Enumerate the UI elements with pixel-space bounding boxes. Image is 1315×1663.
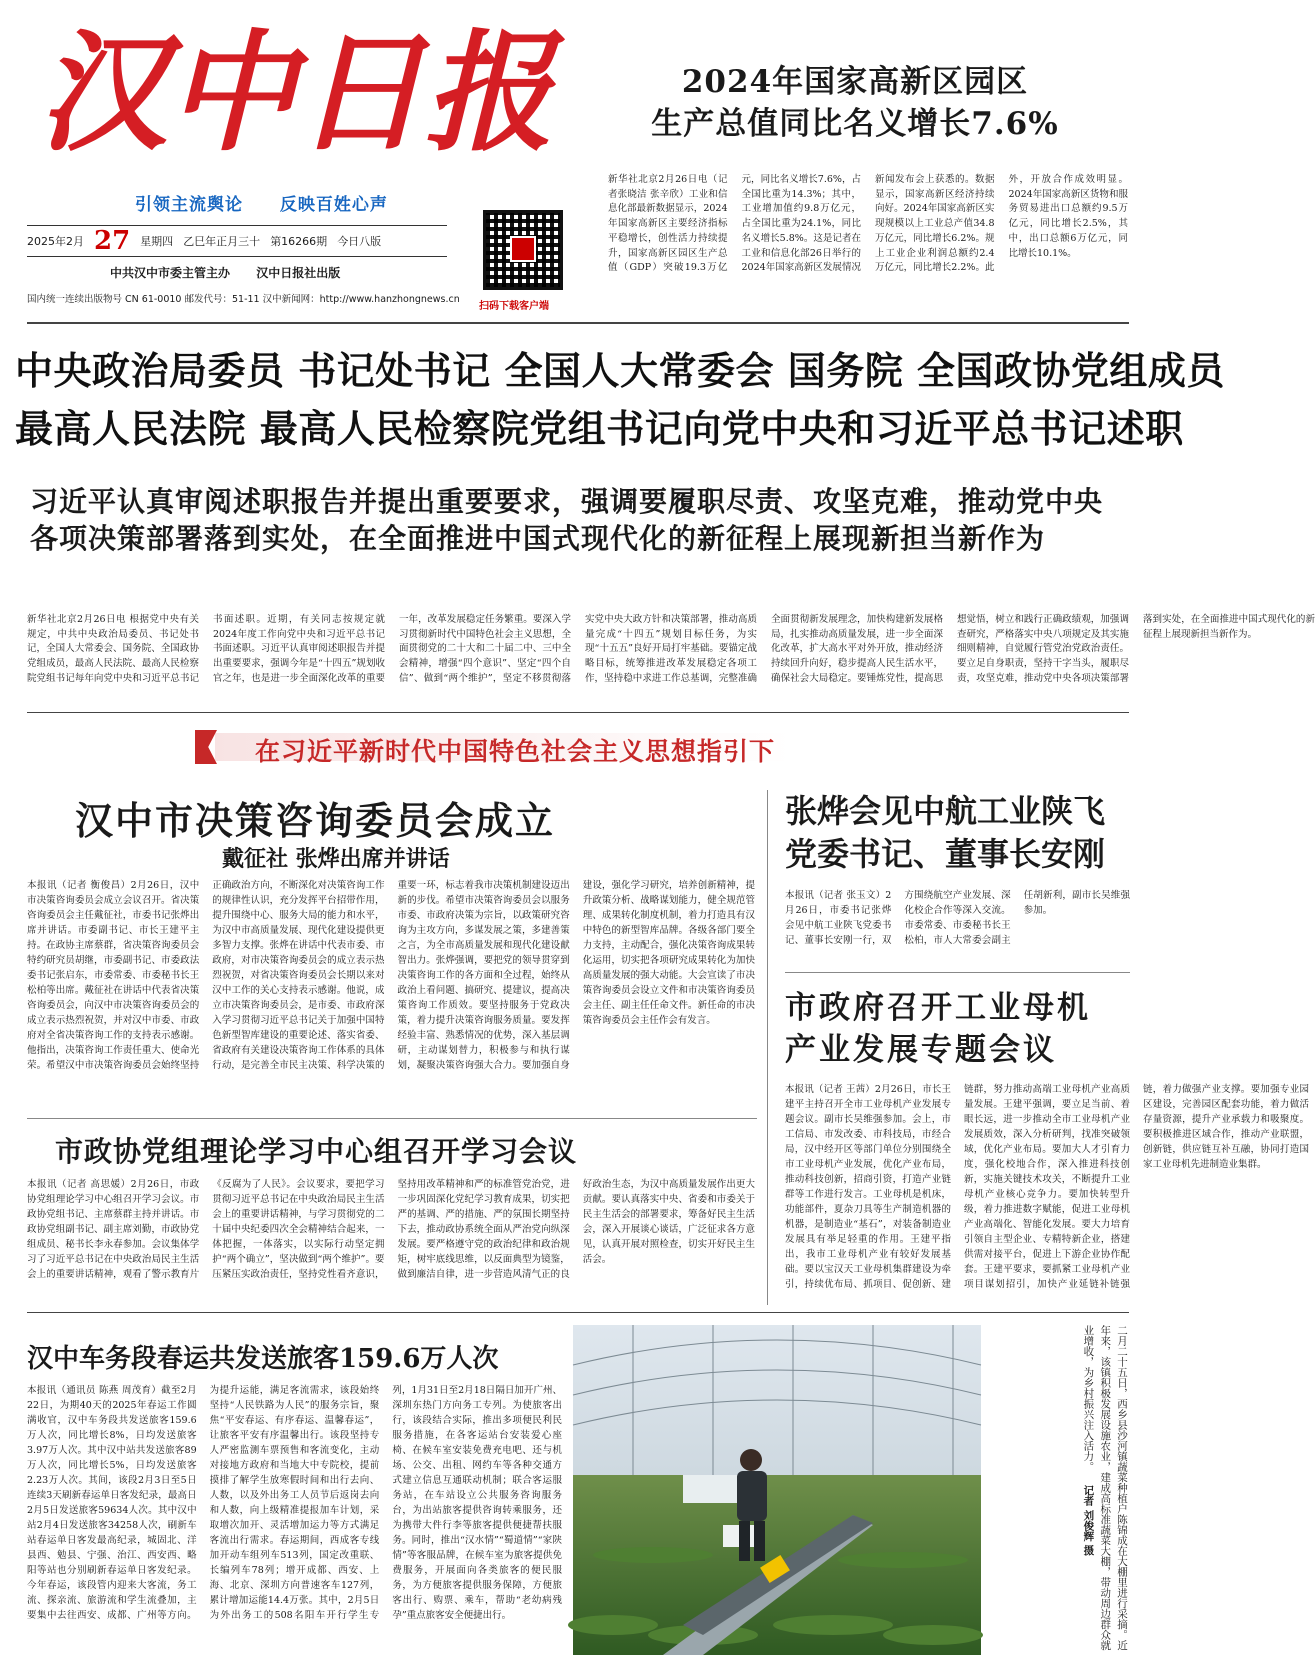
date: 2025年2月 xyxy=(27,235,84,248)
section-banner-text: 在习近平新时代中国特色社会主义思想指引下 xyxy=(255,737,776,766)
story-b-headline-2: 党委书记、董事长安刚 xyxy=(785,835,1106,874)
section-banner xyxy=(195,730,935,764)
story-c-headline-1: 市政府召开工业母机 xyxy=(785,990,1091,1026)
story-c-headline[interactable] xyxy=(785,988,1130,1072)
photo-caption xyxy=(990,1325,1130,1655)
divider xyxy=(785,972,1130,973)
column-divider xyxy=(767,790,768,1305)
divider xyxy=(27,712,1129,713)
day-number: 27 xyxy=(94,226,131,256)
top-headline-line-1: 2024年国家高新区园区 xyxy=(681,64,1029,100)
story-a-body: 本报讯（记者 衡俊昌）2月26日，汉中市决策咨询委员会成立会议召开。省决策咨询委员会主任戴征社，市委书记张烨出席并讲话。市委副书记、市长王建平主持。在政协主席蔡群，省决策咨询委员会特约研究员胡继，市委副书记、市委政法委书记张启东，市委常委、市委秘书长王松柏等出席。戴征社在讲话中代表省决策咨询委员会，向汉中市决策咨询委员会的成立表示热烈祝贺，并对汉中市委、市政府对全省决策咨询工作的支持表示感谢。他指出，决策咨询工作责任重大、使命光荣。希望汉中市决策咨询委员会始终坚持正确政治方向，不断深化对决策咨询工作的规律性认识，充分发挥平台招带作用，提升围绕中心、服务大局的能力和水平，为汉中市高质量发展、现代化建设提供更多智力支撑。张烨在讲话中代表市委、市政府，对市决策咨询委员会的成立表示热烈祝贺，对省决策咨询委员会长期以来对汉中工作的关心支持表示感谢。他说，成立市决策咨询委员会，是市委、市政府深入学习贯彻习近平总书记关于加强中国特色新型智库建设的重要论述、落实省委、省政府有关建设决策咨询工作体系的具体行动，是完善全市民主决策、科学决策的重要一环，标志着我市决策机制建设迈出新的步伐。希望市决策咨询委员会以服务市委、市政府决策为宗旨，以政策研究咨询为主攻方向，多谋发展之策，多建善策之言，为全市高质量发展和现代化建设献智出力。张烨强调，要把党的领导贯穿到决策咨询工作的各方面和全过程，始终从政治上看问题、搞研究、提建议，提高决策咨询工作质效。要坚持服务于党政决策，着力提升决策咨询服务质量。要发挥经验丰富、熟悉情况的优势，深入基层调研，主动谋划替力，积极参与和执行谋划，凝聚决策咨询强大合力。要加强自身建设，强化学习研究，培养创新精神，提升政策分析、战略谋划能力，健全规范管理、成果转化制度机制，着力打造具有汉中特色的新型智库品牌。各级各部门要全力支持，主动配合，强化决策咨询成果转化运用，切实把各项研究成果转化为加快高质量发展的强大动能。大会宣读了市决策咨询委员会设立文件和市决策咨询委员会主任、副主任任命文件。新任命的市决策咨询委员会主任作会有发言。 xyxy=(27,880,755,1071)
registration-info: 国内统一连续出版物号 CN 61-0010 邮发代号：51-11 汉中新闻网：http://www.hanzhongnews.cn xyxy=(27,294,460,305)
slogan-2: 反映百姓心声 xyxy=(279,195,388,215)
story-a-subhead: 戴征社 张烨出席并讲话 xyxy=(222,846,450,872)
masthead-logo xyxy=(38,10,566,169)
slogan xyxy=(135,190,418,215)
weekday: 星期四 xyxy=(140,235,174,248)
masthead-title: 汉中日报 xyxy=(38,16,566,169)
sponsor-line xyxy=(110,264,362,281)
lunar-date: 乙巳年正月三十 xyxy=(183,235,261,248)
story-c-body: 本报讯（记者 王茜）2月26日，市长王建平主持召开全市工业母机产业发展专题会议。副市长吴维强参加。会上，市工信局、市发改委、市科技局，市经合局，汉中经开区等部门单位分别围绕全市工业母机产业发展，优化产业布局，推动科技创新，招商引资，打造产业链群等工作进行发言。工业母机是机床，功能部件，夏杂刀具等生产制造机器的机器，是制造业“基石”，对装备制造业发展具有举足轻重的作用。王建平指出，我市工业母机产业有较好发展基础。要以宝汉天工业母机集群建设为牵引，持续优布局、抓项目、促创新、建链群，努力推动高端工业母机产业高质量发展。王建平强调，要立足当前、着眼长远，进一步推动全市工业母机产业发展质效，深入分析研判，找准突破领域，优化产业布局。要加大人才引育力度，强化校地合作，深入推进科技创新，实施关键技术攻关，不断提升工业母机产业核心竞争力。要加快转型升级，着力推进数字赋能，促进工业母机产业高端化、智能化发展。要大力培育引领自主型企业、专精特新企业，搭建供需对接平台，促进上下游企业协作配套。王建平要求，要抓紧工业母机产业项目谋划招引，加快产业延链补链强链，着力做强产业支撑。要加强专业园区建设，完善园区配套功能，着力做活存量资源，提升产业承载力和吸聚度。要积极推进区域合作，推动产业联盟，创新链，供应链互补互融，协同打造国家工业母机先进制造业集群。 xyxy=(785,1084,1309,1290)
news-photo[interactable] xyxy=(573,1325,981,1655)
story-d-headline[interactable]: 市政协党组理论学习中心组召开学习会议 xyxy=(55,1135,578,1168)
lead-body: 新华社北京2月26日电 根据党中央有关规定，中共中央政治局委员、书记处书记，全国人大常委会、国务院、全国政协党组成员，最高人民法院、最高人民检察院党组书记每年向党中央和习近平总书记书面述职。近期，有关同志按规定就2024年度工作向党中央和习近平总书记书面述职。习近平认真审阅述职报告并提出重要要求，强调今年是“十四五”规划收官之年，也是进一步全面深化改革的重要一年，改革发展稳定任务繁重。要深入学习贯彻新时代中国特色社会主义思想，全面贯彻党的二十大和二十届二中、三中全会精神，增强“四个意识”、坚定“四个自信”、做到“两个维护”，坚定不移贯彻落实党中央大政方针和决策部署，推动高质量完成“十四五”规划目标任务，为实现“十五五”良好开局打牢基础。要锚定战略目标，统筹推进改革发展稳定各项工作，坚持稳中求进工作总基调，完整准确全面贯彻新发展理念，加快构建新发展格局，扎实推动高质量发展，进一步全面深化改革，扩大高水平对外开放，推动经济持续回升向好，稳步提高人民生活水平，确保社会大局稳定。要锤炼党性，提高思想觉悟，树立和践行正确政绩观，加强调查研究，严格落实中央八项规定及其实施细则精神，自觉履行管党治党政治责任。要立足自身职责，坚持干字当头，履职尽责，攻坚克难，推动党中央各项决策部署落到实处，在全面推进中国式现代化的新征程上展现新担当新作为。 xyxy=(27,614,1315,684)
qr-logo-icon xyxy=(510,236,536,262)
story-a-headline[interactable]: 汉中市决策咨询委员会成立 xyxy=(75,799,556,843)
top-story-body: 新华社北京2月26日电（记者张晓洁 张辛欣）工业和信息化部最新数据显示，2024年国家高新区主要经济指标平稳增长，创性活力持续提升，国家高新区园区生产总值（GDP）突破19.3万亿元，同比名义增长7.6%，占全国比重为14.3%；其中，工业增加值约9.8万亿元，占全国比重为24.1%，同比名义增长5.8%。这是记者在工业和信息化部26日举行的2024年国家高新区发展情况新闻发布会上获悉的。数据显示，国家高新区经济持续向好。2024年国家高新区实现规模以上工业总产值34.8万亿元，同比增长6.2%。规上工业企业利润总额约2.4万亿元，同比增长2.2%。此外，开放合作成效明显。2024年国家高新区货物和服务贸易进出口总额约9.5万亿元，同比增长2.5%，其中，出口总额6万亿元，同比增长10.1%。 xyxy=(608,174,1128,274)
story-b-headline[interactable] xyxy=(785,790,1130,876)
top-story-headline[interactable] xyxy=(585,62,1125,146)
divider xyxy=(27,322,1129,324)
sponsor-1: 中共汉中市委主管主办 xyxy=(110,266,231,280)
photo-caption-text: 二月二十五日，西乡县沙河镇蔬菜种植户陈锦成在大棚里进行采摘。近年来，该镇积极发展设施农业，建成高标准蔬菜大棚，带动周边群众就业增收，为乡村振兴注入活力。 xyxy=(1082,1325,1128,1651)
qr-label: 扫码下载客户端 xyxy=(479,301,549,312)
lead-headline-2[interactable]: 最高人民法院 最高人民检察院党组书记向党中央和习近平总书记述职 xyxy=(15,407,1184,451)
sponsor-2: 汉中日报社出版 xyxy=(256,266,341,280)
photo-credit: 记者 刘俊辉 摄 xyxy=(1082,1485,1095,1556)
slogan-1: 引领主流舆论 xyxy=(135,195,243,215)
issue-number: 第16266期 xyxy=(270,235,328,248)
lead-subhead: 习近平认真审阅述职报告并提出重要要求，强调要履职尽责、攻坚克难，推动党中央各项决策部署落到实处，在全面推进中国式现代化的新征程上展现新担当新作为 xyxy=(30,485,1104,555)
page-count: 今日八版 xyxy=(337,235,382,248)
divider xyxy=(27,1312,1129,1313)
story-e-headline[interactable]: 汉中车务段春运共发送旅客159.6万人次 xyxy=(27,1344,499,1374)
story-b-body: 本报讯（记者 张玉文）2月26日，市委书记张烨会见中航工业陕飞党委书记、董事长安刚一行，双方围绕航空产业发展、深化校企合作等深入交流。市委常委、市委秘书长王松柏，市人大常委会副主任胡新利，副市长吴维强参加。 xyxy=(785,890,1130,946)
story-d-body: 本报讯（记者 高思媛）2月26日，市政协党组理论学习中心组召开学习会议。市政协党组书记、主席蔡群主持并讲话。市政协党组副书记、副主席刘勤，市政协党组成员、秘书长李永春参加。会议集体学习了习近平总书记在中央政治局民主生活会上的重要讲话精神，观看了警示教育片《反腐为了人民》。会议要求，要把学习贯彻习近平总书记在中央政治局民主生活会上的重要讲话精神，与学习贯彻党的二十届中央纪委四次全会精神结合起来，一体把握，一体落实，以实际行动坚定拥护“两个确立”，坚决做到“两个维护”。要压紧压实政治责任，坚持党性看齐意识，坚持用改革精神和严的标准管党治党，进一步巩固深化党纪学习教育成果，切实把严的基调、严的措施、严的氛围长期坚持下去，推动政协系统全面从严治党向纵深发展。要严格遵守党的政治纪律和政治规矩，树牢底线思维，以反面典型为镜鉴，做到廉洁自律，进一步营造风清气正的良好政治生态，为汉中高质量发展作出更大贡献。要认真落实中央、省委和市委关于民主生活会的部署要求，筹备好民主生活会，深入开展谈心谈话，广泛征求各方意见，认真开展对照检查，切实开好民主生活会。 xyxy=(27,1179,755,1280)
divider xyxy=(27,1118,757,1119)
flag-icon xyxy=(195,730,217,764)
top-headline-line-2: 生产总值同比名义增长7.6% xyxy=(651,105,1059,142)
lead-headline-1[interactable]: 中央政治局委员 书记处书记 全国人大常委会 国务院 全国政协党组成员 xyxy=(15,349,1225,393)
story-b-headline-1: 张烨会见中航工业陕飞 xyxy=(785,792,1106,830)
story-c-headline-2: 产业发展专题会议 xyxy=(785,1031,1057,1068)
story-e-body: 本报讯（通讯员 陈燕 周茂育）截至2月22日，为期40天的2025年春运工作圆满收官，汉中车务段共发送旅客159.6万人次，同比增长8%，日均发送旅客3.97万人次。其中汉中站共发送旅客89万人次，同比增长5%，日均发送旅客2.23万人次。其间，该段2月3日至5日连续3天刷新春运单日客发纪录，最高日2月5日发送旅客59634人次。其中汉中站2月4日发送旅客34258人次，刷新车站春运单日客发最高纪录，城固北、洋县西、勉县、宁强、治江、西安西、略阳等站也分别刷新春运单日客发纪录。今年春运，该段管内迎来大客流，务工流、探亲流、旅游流和学生流叠加，主要集中去往西安、成都、广州等方向。为提升运能，满足客流需求，该段始终坚持“人民铁路为人民”的服务宗旨，聚焦“平安春运、有序春运、温馨春运”，让旅客平安有序温馨出行。该段坚持专人严密监测车票预售和客流变化，主动对接地方政府和当地大中专院校，提前摸排了解学生放寒假时间和出行去向、人数，以及外出务工人员节后返岗去向和人数，向上级精准提报加车计划，采取增次加开、灵活增加运力等方式满足客流出行需求。春运期间，西成客专线加开动车组列车513列，国定改重联、长编列车78列；增开成都、西安、上海、北京、深圳方向普速客车127列，累计增加运能14.4万张。其中，2月5日为外出务工的508名阳车开行学生专列，1月31日至2月18日隔日加开广州、深圳东热门方向务工专列。为使旅客出行，该段结合实际，推出多项便民利民服务措施，在各客运站台安装爱心座椅、在候车室安装免费充电吧、还与机场、公交、出租、网约车等各种交通方式建立信息互通联动机制；联合客运服务站，在车站设立公共服务咨询服务台，为出站旅客提供咨询转乘服务，还为携带大件行李等旅客提供便捷帮扶服务。同时，推出“汉水情”“蜀道情”“家陕情”等客服品牌，在候车室为旅客提供免费服务，开展面向各类旅客的便民服务，为方便旅客提供服务保障，方便旅客出行、购票、乘车，帮助“老幼病残孕”重点旅客安全便捷出行。 xyxy=(27,1385,562,1621)
dateline xyxy=(27,225,447,257)
